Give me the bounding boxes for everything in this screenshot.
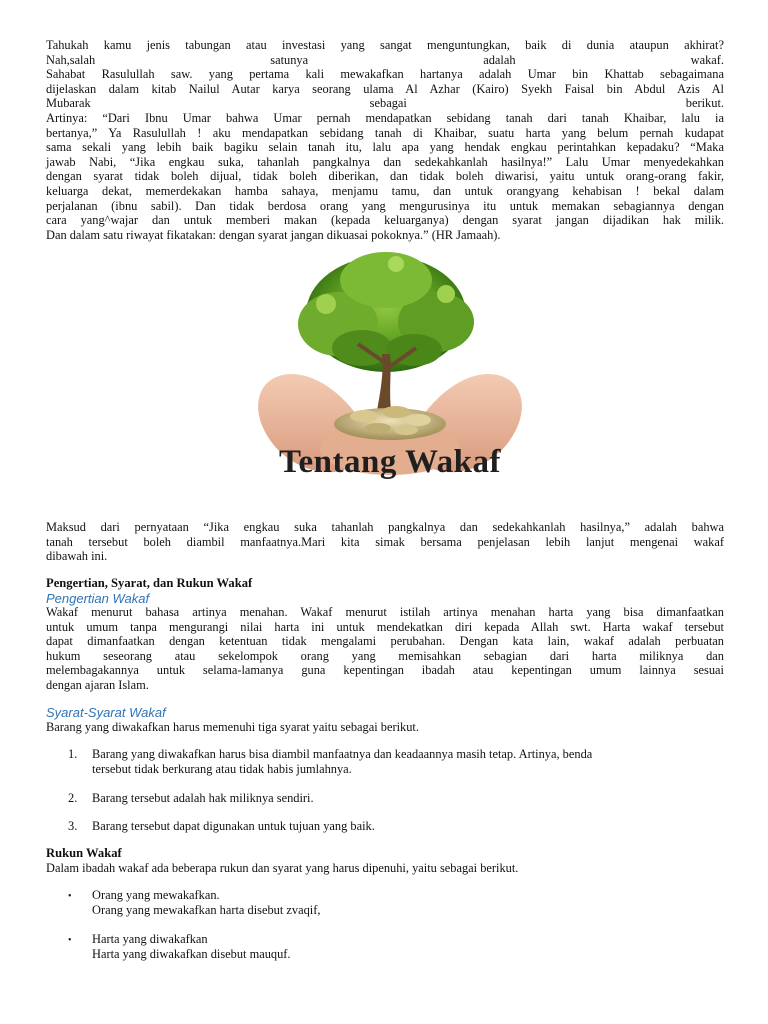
text-line: keluarga dekat, memerdekakan hamba sahaya, menjamu tamu, dan untuk orangyang kehabisan ! bekal dalam bbox=[46, 183, 724, 198]
text-line: tanah tersebut boleh diambil manfaatnya.Mari kita simak bersama penjelasan lebih lanjut mengenai wakaf bbox=[46, 534, 724, 549]
text-line: Mubarak sebagai berikut. bbox=[46, 96, 724, 111]
text-line: dengan ajaran Islam. bbox=[46, 677, 149, 692]
list-number: 1. bbox=[68, 747, 78, 761]
text-line: Dalam ibadah wakaf ada beberapa rukun dan syarat yang harus dipenuhi, yaitu sebagai berikut. bbox=[46, 861, 519, 875]
text-line: dengan syarat tidak boleh dijual, tidak boleh diberikan, dan tidak boleh diwarisi, yaitu untuk orang-orang fakir, bbox=[46, 169, 724, 184]
pengertian-paragraph bbox=[46, 605, 724, 693]
tentang-wakaf-illustration bbox=[246, 244, 534, 496]
text-line: perjalanan (ibnu sabil). Dan tidak berdosa orang yang mengurusinya itu untuk memakan sebagiannya dengan bbox=[46, 198, 724, 213]
text-line: cara yang^wajar dan untuk memberi makan (kepada keluarganya) dengan syarat jangan dijadikan hak milik. bbox=[46, 213, 724, 228]
section-title: Pengertian, Syarat, dan Rukun Wakaf bbox=[46, 576, 253, 590]
text-line: Artinya: “Dari Ibnu Umar bahwa Umar pernah mendapatkan sebidang tanah dari tanah Khaibar, lalu ia bbox=[46, 110, 724, 125]
bullet-icon: • bbox=[68, 935, 72, 946]
list-text: Barang yang diwakafkan harus bisa diambil manfaatnya dan keadaannya masih tetap. Artinya, benda bbox=[92, 747, 593, 761]
syarat-heading: Syarat-Syarat Wakaf bbox=[46, 705, 166, 720]
bullet-icon: • bbox=[68, 891, 72, 902]
text-line: sama sekali yang lebih baik bagiku selain tanah itu, lalu apa yang hendak engkau perintahkan kepadaku? “Maka bbox=[46, 140, 724, 155]
list-text: Barang tersebut adalah hak miliknya sendiri. bbox=[92, 791, 314, 805]
rukun-list bbox=[46, 888, 726, 968]
text-line: melembagakannya untuk selama-lamanya guna kepentingan ibadah atau kepentingan umum lainnya sesuai bbox=[46, 663, 724, 678]
maksud-paragraph bbox=[46, 520, 724, 564]
text-line: Maksud dari pernyataan “Jika engkau suka tahanlah pangkalnya dan sedekahkanlah hasilnya,” adalah bahwa bbox=[46, 520, 724, 534]
pengertian-heading: Pengertian Wakaf bbox=[46, 591, 150, 606]
rukun-heading: Rukun Wakaf bbox=[46, 846, 122, 860]
text-line: hukum seseorang atau sekelompok orang yang memisahkan sebagian dari harta miliknya dan bbox=[46, 648, 724, 663]
text-line: dapat dimanfaatkan dengan ketentuan tidak mengalami perubahan. Dengan kata lain, wakaf adalah perbuatan bbox=[46, 634, 724, 649]
list-text: Orang yang mewakafkan harta disebut zvaqif, bbox=[92, 903, 321, 917]
list-number: 3. bbox=[68, 819, 78, 833]
text-line: dibawah ini. bbox=[46, 549, 108, 564]
figure-caption: Tentang Wakaf bbox=[279, 444, 501, 480]
text-line: Sahabat Rasulullah saw. yang pertama kali mewakafkan hartanya adalah Umar bin Khattab sebagaimana bbox=[46, 67, 724, 82]
syarat-list bbox=[46, 747, 726, 837]
text-line: Tahukah kamu jenis tabungan atau investasi yang sangat menguntungkan, baik di dunia ataupun akhirat? bbox=[46, 38, 724, 52]
rukun-intro bbox=[46, 861, 724, 876]
text-line: Barang yang diwakafkan harus memenuhi tiga syarat yaitu sebagai berikut. bbox=[46, 720, 419, 734]
list-text: Barang tersebut dapat digunakan untuk tujuan yang baik. bbox=[92, 819, 375, 833]
text-line: Wakaf menurut bahasa artinya menahan. Wakaf menurut istilah artinya menahan harta yang bisa dimanfaatkan bbox=[46, 605, 724, 619]
list-text: tersebut tidak berkurang atau tidak habis jumlahnya. bbox=[92, 762, 352, 776]
intro-paragraph bbox=[46, 38, 724, 242]
text-line: Dan dalam satu riwayat fikatakan: dengan syarat jangan dikuasai pokoknya.” (HR Jamaah). bbox=[46, 227, 501, 242]
text-line: bertanya,” Ya Rasulullah ! aku mendapatkan sebidang tanah di Khaibar, suatu harta yang belum pernah kudapat bbox=[46, 125, 724, 140]
list-number: 2. bbox=[68, 791, 78, 805]
text-line: dijelaskan dalam kitab Nailul Autar karya seorang ulama Al Azhar (Kairo) Syekh Faisal bin Abdul Azis Al bbox=[46, 81, 724, 96]
list-text: Harta yang diwakafkan bbox=[92, 932, 208, 946]
syarat-intro bbox=[46, 720, 724, 735]
text-line: jawab Nabi, “Jika engkau suka, tahanlah pangkalnya dan sedekahkanlah hasilnya!” Lalu Umar menyedekahkan bbox=[46, 154, 724, 169]
text-line: untuk umum tanpa mengurangi nilai harta ini untuk mendekatkan diri kepada Allah swt. Harta wakaf tersebut bbox=[46, 619, 724, 634]
text-line: Nah,salah satunya adalah wakaf. bbox=[46, 52, 724, 67]
list-text: Harta yang diwakafkan disebut mauquf. bbox=[92, 947, 291, 961]
list-text: Orang yang mewakafkan. bbox=[92, 888, 220, 902]
